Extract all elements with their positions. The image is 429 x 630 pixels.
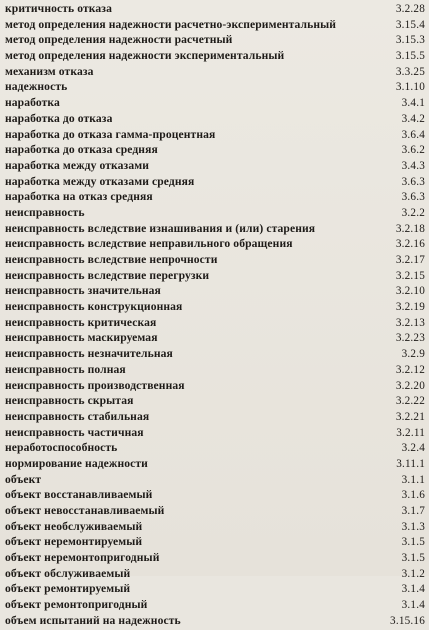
index-term: неисправность производственная bbox=[5, 378, 185, 392]
index-entry bbox=[5, 142, 425, 158]
index-term: наработка bbox=[5, 96, 60, 110]
index-reference: 3.1.5 bbox=[401, 536, 425, 549]
index-term: неисправность значительная bbox=[5, 284, 161, 298]
index-reference: 3.6.3 bbox=[401, 175, 425, 188]
index-entry bbox=[5, 550, 425, 566]
index-entry bbox=[5, 362, 425, 378]
index-entry bbox=[5, 252, 425, 268]
index-reference: 3.4.3 bbox=[401, 159, 425, 172]
index-term: объект ремонтопригодный bbox=[5, 598, 148, 612]
index-entry bbox=[5, 79, 425, 95]
index-reference: 3.2.12 bbox=[395, 363, 425, 376]
index-entry bbox=[5, 534, 425, 550]
index-term: объект ремонтируемый bbox=[5, 582, 131, 596]
index-reference: 3.11.1 bbox=[396, 457, 425, 470]
index-reference: 3.1.2 bbox=[401, 567, 425, 580]
index-term: наработка между отказами средняя bbox=[5, 174, 195, 188]
index-reference: 3.15.3 bbox=[395, 34, 425, 47]
index-reference: 3.1.4 bbox=[401, 599, 425, 612]
index-reference: 3.6.3 bbox=[401, 191, 425, 204]
index-term: наработка между отказами bbox=[5, 158, 149, 172]
index-term: метод определения надежности экспериментальный bbox=[5, 49, 285, 63]
index-term: объект неремонтопригодный bbox=[5, 551, 160, 565]
index-entry bbox=[5, 205, 425, 221]
index-reference: 3.2.10 bbox=[395, 285, 425, 298]
index-entry bbox=[5, 409, 425, 425]
index-entry bbox=[5, 283, 425, 299]
index-term: неисправность критическая bbox=[5, 315, 157, 329]
index-term: наработка до отказа bbox=[5, 111, 113, 125]
index-entry bbox=[5, 581, 425, 597]
index-entry bbox=[5, 268, 425, 284]
index-entry bbox=[5, 330, 425, 346]
index-entry bbox=[5, 378, 425, 394]
index-term: неисправность вследствие изнашивания и (или) старения bbox=[5, 221, 316, 235]
index-reference: 3.4.2 bbox=[401, 112, 425, 125]
index-entry bbox=[5, 48, 425, 64]
index-reference: 3.15.4 bbox=[395, 18, 425, 31]
index-reference: 3.1.6 bbox=[401, 489, 425, 502]
index-entry bbox=[5, 158, 425, 174]
index-entry bbox=[5, 236, 425, 252]
index-term: неисправность частичная bbox=[5, 425, 144, 439]
index-reference: 3.4.1 bbox=[401, 97, 425, 110]
index-reference: 3.2.21 bbox=[395, 410, 425, 423]
index-term: надежность bbox=[5, 80, 68, 94]
index-entry bbox=[5, 346, 425, 362]
index-term: неисправность конструкционная bbox=[5, 300, 183, 314]
index-reference: 3.3.25 bbox=[395, 65, 425, 78]
index-term: неисправность полная bbox=[5, 362, 126, 376]
index-reference: 3.2.18 bbox=[395, 222, 425, 235]
index-reference: 3.2.22 bbox=[395, 395, 425, 408]
index-entry bbox=[5, 613, 425, 629]
index-reference: 3.2.17 bbox=[395, 254, 425, 266]
index-term: объект восстанавливаемый bbox=[5, 488, 153, 502]
index-term: неисправность незначительная bbox=[5, 347, 173, 361]
index-term: объект невосстанавливаемый bbox=[5, 504, 165, 517]
index-reference: 3.2.19 bbox=[395, 301, 425, 314]
index-term: неисправность bbox=[5, 205, 85, 219]
index-reference: 3.1.7 bbox=[401, 505, 425, 517]
index-reference: 3.2.16 bbox=[395, 238, 425, 251]
index-entry bbox=[5, 127, 425, 143]
index-term: метод определения надежности расчетно-экспериментальный bbox=[5, 17, 337, 31]
index-term: объект bbox=[5, 472, 42, 486]
index-entry bbox=[5, 299, 425, 315]
index-term: неисправность стабильная bbox=[5, 409, 150, 423]
index-term: нормирование надежности bbox=[5, 456, 148, 470]
index-entry bbox=[5, 17, 425, 33]
index-entry bbox=[5, 519, 425, 535]
index-entry bbox=[5, 111, 425, 127]
index-reference: 3.2.13 bbox=[395, 316, 425, 329]
index-term: неисправность вследствие перегрузки bbox=[5, 268, 210, 282]
index-term: объект неремонтируемый bbox=[5, 535, 143, 549]
index-reference: 3.6.2 bbox=[401, 144, 425, 157]
index-entry bbox=[5, 174, 425, 190]
index-entry bbox=[5, 472, 425, 488]
index-entry bbox=[5, 64, 425, 80]
index-reference: 3.15.5 bbox=[395, 50, 425, 63]
index-reference: 3.1.5 bbox=[401, 552, 425, 565]
index-term: объем испытаний на надежность bbox=[5, 613, 181, 627]
index-term: наработка до отказа гамма-процентная bbox=[5, 127, 216, 141]
index-entry bbox=[5, 566, 425, 582]
index-reference: 3.2.11 bbox=[396, 426, 425, 439]
index-reference: 3.1.10 bbox=[395, 81, 425, 94]
index-term: критичность отказа bbox=[5, 2, 112, 15]
index-entry bbox=[5, 425, 425, 441]
index-reference: 3.2.9 bbox=[401, 348, 425, 361]
index-entry bbox=[5, 32, 425, 48]
index-entry bbox=[5, 221, 425, 237]
index-entry bbox=[5, 503, 425, 519]
index-reference: 3.15.16 bbox=[390, 614, 425, 627]
index-term: механизм отказа bbox=[5, 64, 94, 78]
term-index-list bbox=[5, 1, 425, 629]
index-reference: 3.1.4 bbox=[401, 583, 425, 596]
index-entry bbox=[5, 393, 425, 409]
index-reference: 3.2.28 bbox=[395, 3, 425, 15]
index-entry bbox=[5, 189, 425, 205]
index-reference: 3.2.20 bbox=[395, 379, 425, 392]
index-entry bbox=[5, 1, 425, 17]
index-entry bbox=[5, 440, 425, 456]
index-term: объект обслуживаемый bbox=[5, 566, 131, 580]
index-entry bbox=[5, 456, 425, 472]
index-reference: 3.2.2 bbox=[401, 206, 425, 219]
index-entry bbox=[5, 315, 425, 331]
index-entry bbox=[5, 95, 425, 111]
index-term: метод определения надежности расчетный bbox=[5, 33, 233, 47]
index-term: наработка на отказ средняя bbox=[5, 190, 153, 204]
index-reference: 3.6.4 bbox=[401, 128, 425, 141]
index-reference: 3.2.4 bbox=[401, 442, 425, 455]
index-entry bbox=[5, 487, 425, 503]
index-reference: 3.2.23 bbox=[395, 332, 425, 345]
index-term: наработка до отказа средняя bbox=[5, 143, 158, 157]
index-term: неработоспособность bbox=[5, 441, 118, 455]
index-term: объект необслуживаемый bbox=[5, 519, 143, 533]
index-term: неисправность скрытая bbox=[5, 394, 134, 408]
index-reference: 3.2.15 bbox=[395, 269, 425, 282]
index-reference: 3.1.3 bbox=[401, 520, 425, 533]
index-term: неисправность маскируемая bbox=[5, 331, 158, 345]
index-entry bbox=[5, 597, 425, 613]
index-reference: 3.1.1 bbox=[401, 473, 425, 486]
index-term: неисправность вследствие непрочности bbox=[5, 253, 218, 266]
index-term: неисправность вследствие неправильного обращения bbox=[5, 237, 293, 251]
